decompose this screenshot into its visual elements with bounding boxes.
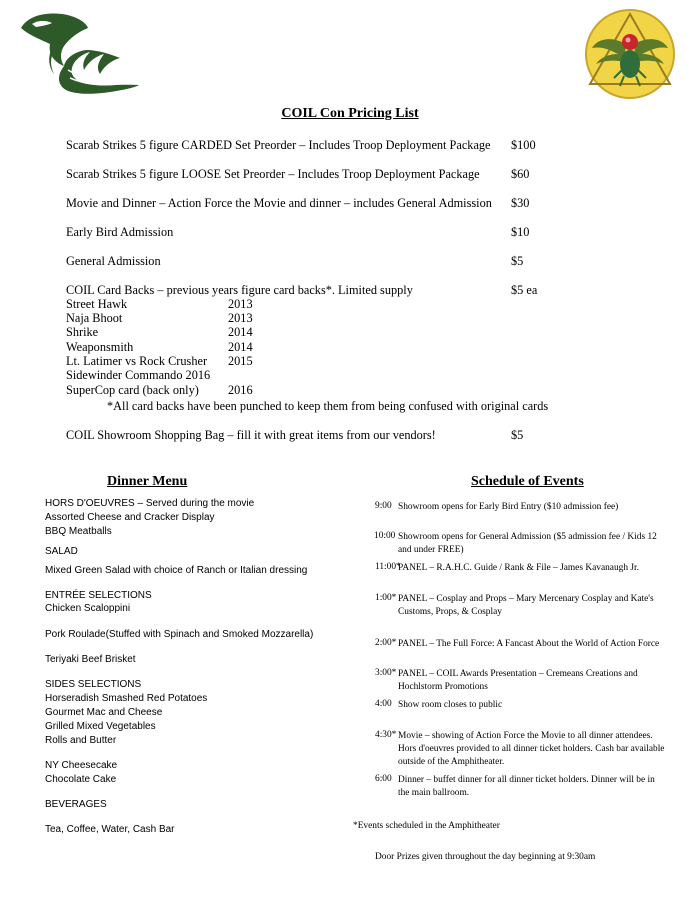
menu-entree-header: ENTRÉE SELECTIONS xyxy=(45,590,152,601)
menu-salad-header: SALAD xyxy=(45,546,78,557)
scarab-emblem xyxy=(578,8,682,100)
menu-item: Grilled Mixed Vegetables xyxy=(45,721,156,732)
event-time: 1:00* xyxy=(375,593,397,603)
shopping-bag-item: COIL Showroom Shopping Bag – fill it with great items from our vendors! xyxy=(66,428,436,442)
price-value: $10 xyxy=(511,225,530,239)
event-description: PANEL – Cosplay and Props – Mary Mercenary Cosplay and Kate's Customs, Props, & Cosplay xyxy=(398,594,654,617)
price-value: $100 xyxy=(511,138,536,152)
event-description: PANEL – The Full Force: A Fancast About the World of Action Force xyxy=(398,639,660,649)
event-time: 9:00 xyxy=(375,501,392,511)
schedule-footnote: *Events scheduled in the Amphitheater xyxy=(353,821,500,831)
menu-sides-header: SIDES SELECTIONS xyxy=(45,679,142,690)
event-description: Show room closes to public xyxy=(398,700,503,710)
card-back-year: 2015 xyxy=(228,354,253,368)
card-back-year: 2014 xyxy=(228,340,253,354)
menu-item: BBQ Meatballs xyxy=(45,526,112,537)
menu-item: Tea, Coffee, Water, Cash Bar xyxy=(45,824,175,835)
door-prizes-note: Door Prizes given throughout the day beginning at 9:30am xyxy=(375,852,596,862)
schedule-title: Schedule of Events xyxy=(471,474,584,489)
event-time: 2:00* xyxy=(375,638,397,648)
event-time: 6:00 xyxy=(375,774,392,784)
event-description: PANEL – COIL Awards Presentation – Cremeans Creations and Hochlstorm Promotions xyxy=(398,669,638,692)
price-item: General Admission xyxy=(66,254,161,268)
card-back-name: Shrike xyxy=(66,325,99,339)
event-time: 3:00* xyxy=(375,668,397,678)
menu-item: Chocolate Cake xyxy=(45,774,117,785)
price-value: $30 xyxy=(511,196,530,210)
price-item: Scarab Strikes 5 figure LOOSE Set Preorder – Includes Troop Deployment Package xyxy=(66,167,480,181)
price-item: Movie and Dinner – Action Force the Movie and dinner – includes General Admission xyxy=(66,196,492,210)
menu-item: Gourmet Mac and Cheese xyxy=(45,707,163,718)
menu-beverages-header: BEVERAGES xyxy=(45,799,107,810)
card-back-name: Lt. Latimer vs Rock Crusher xyxy=(66,354,208,368)
card-back-year: 2013 xyxy=(228,311,253,325)
event-time: 10:00 xyxy=(374,531,396,541)
event-description: PANEL – R.A.H.C. Guide / Rank & File – James Kavanaugh Jr. xyxy=(398,563,639,573)
card-back-year: 2013 xyxy=(228,297,253,311)
menu-hors-header: HORS D'OEUVRES – Served during the movie xyxy=(45,498,255,509)
event-description: Movie – showing of Action Force the Movie to all dinner attendees. Hors d'oeuvres provided to all dinner ticket holders. Cash bar available outside of the Amphitheater. xyxy=(398,731,665,767)
menu-item: Horseradish Smashed Red Potatoes xyxy=(45,693,208,704)
price-item: Early Bird Admission xyxy=(66,225,174,239)
menu-item: Chicken Scaloppini xyxy=(45,603,131,614)
card-back-name: SuperCop card (back only) xyxy=(66,383,199,397)
menu-item: Assorted Cheese and Cracker Display xyxy=(45,512,215,523)
event-description: Showroom opens for General Admission ($5 admission fee / Kids 12 and under FREE) xyxy=(398,532,657,555)
card-backs-header: COIL Card Backs – previous years figure card backs*. Limited supply xyxy=(66,283,413,297)
menu-item: Teriyaki Beef Brisket xyxy=(45,654,136,665)
event-description: Dinner – buffet dinner for all dinner ticket holders. Dinner will be in the main ballroom. xyxy=(398,775,655,798)
event-time: 11:00* xyxy=(375,562,401,572)
card-back-name: Sidewinder Commando 2016 xyxy=(66,368,211,382)
price-value: $5 xyxy=(511,254,524,268)
price-item: Scarab Strikes 5 figure CARDED Set Preorder – Includes Troop Deployment Package xyxy=(66,138,491,152)
event-time: 4:30* xyxy=(375,730,397,740)
card-back-name: Weaponsmith xyxy=(66,340,134,354)
card-back-year: 2016 xyxy=(228,383,253,397)
card-back-name: Naja Bhoot xyxy=(66,311,123,325)
shopping-bag-price: $5 xyxy=(511,428,524,442)
cobra-logo xyxy=(18,10,140,95)
menu-item: NY Cheesecake xyxy=(45,760,118,771)
card-backs-price: $5 ea xyxy=(511,283,538,297)
price-value: $60 xyxy=(511,167,530,181)
event-description: Showroom opens for Early Bird Entry ($10 admission fee) xyxy=(398,502,619,512)
menu-item: Pork Roulade(Stuffed with Spinach and Smoked Mozzarella) xyxy=(45,629,314,640)
page-title: COIL Con Pricing List xyxy=(281,106,419,121)
menu-item: Rolls and Butter xyxy=(45,735,117,746)
event-time: 4:00 xyxy=(375,699,392,709)
menu-item: Mixed Green Salad with choice of Ranch or Italian dressing xyxy=(45,565,308,576)
card-back-year: 2014 xyxy=(228,325,253,339)
card-backs-footnote: *All card backs have been punched to keep them from being confused with original cards xyxy=(107,399,549,413)
card-back-name: Street Hawk xyxy=(66,297,128,311)
dinner-menu-title: Dinner Menu xyxy=(107,474,188,489)
